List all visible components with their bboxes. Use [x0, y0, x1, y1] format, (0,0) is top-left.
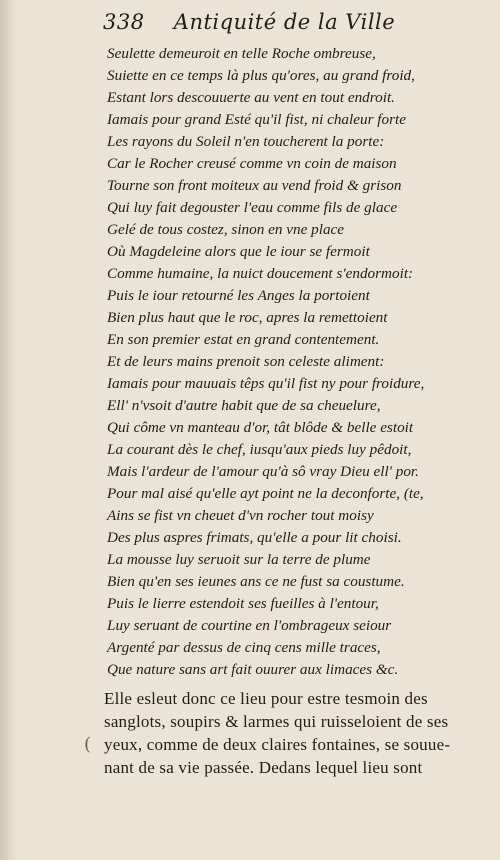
running-title: Antiquité de la Ville — [173, 10, 396, 34]
verse-line: Puis le lierre estendoit ses fueilles à l'entour, — [107, 595, 379, 612]
page-number: 338 — [103, 10, 145, 34]
prose-line: sanglots, soupirs & larmes qui ruisseloient de ses — [104, 712, 449, 731]
prose-line: yeux, comme de deux claires fontaines, se souue- — [104, 735, 451, 754]
verse-line: Comme humaine, la nuict doucement s'endormoit: — [107, 265, 414, 282]
page-header — [103, 10, 395, 34]
verse-line: En son premier estat en grand contentement. — [107, 331, 380, 348]
verse-line: La courant dès le chef, iusqu'aux pieds luy pêdoit, — [107, 441, 412, 458]
verse-line: Car le Rocher creusé comme vn coin de maison — [107, 155, 397, 172]
verse-line: Gelé de tous costez, sinon en vne place — [107, 221, 345, 238]
verse-line: Qui luy fait degouster l'eau comme fils de glace — [107, 199, 398, 216]
verse-line: Et de leurs mains prenoit son celeste aliment: — [107, 353, 385, 370]
verse-line: Iamais pour grand Esté qu'il fist, ni chaleur forte — [107, 111, 406, 128]
verse-line: Les rayons du Soleil n'en toucherent la porte: — [107, 133, 385, 150]
margin-mark: ( — [84, 734, 92, 755]
verse-line: Estant lors descouuerte au vent en tout endroit. — [107, 89, 395, 106]
page-gutter-shadow — [0, 0, 18, 860]
verse-line: Des plus aspres frimats, qu'elle a pour lit choisi. — [107, 529, 402, 546]
verse-line: Bien qu'en ses ieunes ans ce ne fust sa coustume. — [107, 573, 405, 590]
verse-line: Tourne son front moiteux au vend froid & grison — [107, 177, 402, 194]
verse-line: Ains se fist vn cheuet d'vn rocher tout moisy — [107, 507, 374, 524]
verse-line: Bien plus haut que le roc, apres la remettoient — [107, 309, 388, 326]
verse-line: Seulette demeuroit en telle Roche ombreuse, — [107, 45, 376, 62]
verse-line: Pour mal aisé qu'elle ayt point ne la deconforte, (te, — [107, 485, 424, 502]
verse-line: Argenté par dessus de cinq cens mille traces, — [107, 639, 381, 656]
verse-line: Que nature sans art fait ouurer aux limaces &c. — [107, 661, 399, 678]
verse-line: Luy seruant de courtine en l'ombrageux seiour — [107, 617, 392, 634]
verse-line: Puis le iour retourné les Anges la portoient — [107, 287, 370, 304]
verse-line: Où Magdeleine alors que le iour se fermoit — [107, 243, 370, 260]
prose-line: Elle esleut donc ce lieu pour estre tesmoin des — [104, 689, 428, 708]
verse-line: Mais l'ardeur de l'amour qu'à sô vray Dieu ell' por. — [107, 463, 419, 480]
verse-line: Qui côme vn manteau d'or, tât blôde & belle estoit — [107, 419, 414, 436]
verse-line: La mousse luy seruoit sur la terre de plume — [107, 551, 371, 568]
prose-line: nant de sa vie passée. Dedans lequel lieu sont — [104, 758, 423, 777]
verse-line: Ell' n'vsoit d'autre habit que de sa cheuelure, — [107, 397, 381, 414]
verse-line: Suiette en ce temps là plus qu'ores, au grand froid, — [107, 67, 415, 84]
verse-line: Iamais pour mauuais têps qu'il fist ny pour froidure, — [107, 375, 425, 392]
